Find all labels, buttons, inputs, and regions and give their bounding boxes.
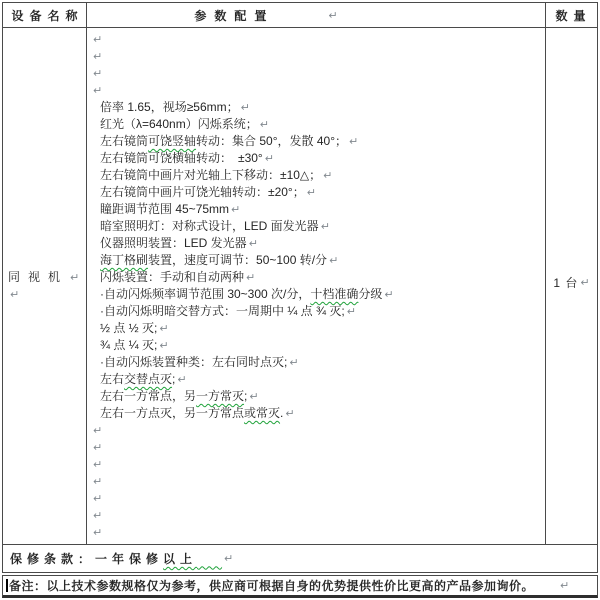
paragraph-mark-icon: ↵: [328, 9, 338, 22]
paragraph-mark-icon: ↵: [249, 391, 259, 403]
empty-line: [87, 473, 545, 490]
paragraph-mark-icon: ↵: [93, 68, 103, 80]
param-line: [87, 371, 545, 388]
equipment-name-line: [8, 269, 86, 286]
param-line: [87, 252, 545, 269]
empty-line: [87, 490, 545, 507]
param-line: [87, 184, 545, 201]
param-line: [87, 337, 545, 354]
spellcheck-text-segment: 或常灭: [244, 406, 281, 420]
spellcheck-text-segment: 十档准确: [310, 287, 359, 301]
text-segment: 左右镜筒可饶横轴转动： ±30°: [100, 151, 263, 165]
paragraph-mark-icon: ↵: [289, 357, 299, 369]
empty-line: [87, 507, 545, 524]
text-segment: 闪烁装置：手动和自动两种: [100, 270, 245, 284]
paragraph-mark-icon: ↵: [70, 272, 80, 284]
text-segment: 左右镜筒中画片对光轴上下移动：±10△；: [100, 168, 322, 182]
paragraph-mark-icon: ↵: [93, 493, 103, 505]
equipment-name-cell: [3, 28, 86, 544]
paragraph-mark-icon: ↵: [231, 204, 241, 216]
paragraph-mark-icon: ↵: [285, 408, 295, 420]
text-segment: 左右镜筒: [100, 134, 149, 148]
header-equipment-label: 设备名称: [11, 8, 84, 23]
param-line: [87, 269, 545, 286]
header-cell-equipment: [3, 3, 86, 27]
text-segment: ·自动闪烁装置种类：左右同时点灭;: [100, 355, 288, 369]
spellcheck-text-segment: 可饶竖轴: [148, 134, 197, 148]
text-segment: 装置，速度可调节：50~100 转/分: [148, 253, 328, 267]
paragraph-mark-icon: ↵: [320, 221, 330, 233]
param-line: [87, 218, 545, 235]
empty-line: [87, 456, 545, 473]
text-segment: 仪器照明装置：LED 发光器: [100, 236, 247, 250]
paragraph-mark-icon: ↵: [93, 442, 103, 454]
spellcheck-text-segment: 以上: [163, 552, 198, 566]
text-segment: 左右镜筒中画片可饶光轴转动：±20°；: [100, 185, 305, 199]
text-segment: 左右一方点灭，另一方常点: [100, 406, 245, 420]
param-line: [87, 388, 545, 405]
paragraph-mark-icon: ↵: [248, 238, 258, 250]
text-segment: ·自动闪烁明暗交替方式：一周期中 ¼ 点 ¾ 灭;: [100, 304, 345, 318]
param-line: [87, 150, 545, 167]
paragraph-mark-icon: ↵: [306, 187, 316, 199]
param-line: [87, 405, 545, 422]
text-segment: ¾ 点 ¼ 灭;: [100, 338, 158, 352]
text-segment: .: [280, 406, 284, 420]
paragraph-mark-icon: ↵: [159, 323, 169, 335]
param-line: [87, 303, 545, 320]
paragraph-mark-icon: ↵: [10, 289, 20, 301]
header-row: [3, 3, 597, 27]
spellcheck-text-segment: 海丁格刷: [100, 253, 149, 267]
param-line: [87, 99, 545, 116]
paragraph-mark-icon: ↵: [259, 119, 269, 131]
paragraph-mark-icon: ↵: [93, 527, 103, 539]
empty-line: [87, 422, 545, 439]
empty-line: [87, 524, 545, 541]
text-segment: 红光（λ=640nm）闪烁系统；: [100, 117, 258, 131]
param-line: [87, 167, 545, 184]
param-line: [87, 133, 545, 150]
text-segment: 暗室照明灯：对称式设计，LED 面发光器: [100, 219, 319, 233]
paragraph-mark-icon: ↵: [384, 289, 394, 301]
paragraph-mark-icon: ↵: [93, 51, 103, 63]
header-qty-label: 数量: [555, 8, 592, 23]
text-segment: 倍率 1.65，视场≥56mm；: [100, 100, 239, 114]
paragraph-mark-icon: ↵: [246, 272, 256, 284]
empty-line: [87, 31, 545, 48]
paragraph-mark-icon: ↵: [323, 170, 333, 182]
quantity-cell: [545, 28, 597, 544]
paragraph-mark-icon: ↵: [264, 153, 274, 165]
text-segment: 转动：集合 50°，发散 40°；: [196, 134, 347, 148]
text-segment: ·自动闪烁频率调节范围 30~300 次/分，: [100, 287, 311, 301]
param-line: [87, 201, 545, 218]
header-cell-qty: [545, 3, 597, 27]
note-text: 备注：以上技术参数规格仅为参考，供应商可根据自身的优势提供性价比更高的产品参加询价。: [9, 579, 535, 593]
text-segment: 瞳距调节范围 45~75mm: [100, 202, 230, 216]
body-row: [3, 27, 597, 544]
paragraph-mark-icon: ↵: [580, 276, 590, 289]
equipment-name: 同视机: [8, 270, 69, 284]
spellcheck-text-segment: 交替点灭: [124, 372, 173, 386]
paragraph-mark-icon: ↵: [159, 340, 169, 352]
spellcheck-text-segment: [197, 552, 222, 566]
text-segment: 分级: [358, 287, 383, 301]
param-line: [87, 286, 545, 303]
paragraph-mark-icon: ↵: [93, 510, 103, 522]
paragraph-mark-icon: ↵: [349, 136, 359, 148]
empty-line: [87, 65, 545, 82]
paragraph-mark-icon: ↵: [93, 425, 103, 437]
text-segment: ;: [244, 389, 248, 403]
paragraph-mark-icon: ↵: [346, 306, 356, 318]
spec-table: [2, 2, 598, 573]
empty-line: [87, 48, 545, 65]
note-row: [2, 575, 598, 598]
paragraph-mark-icon: ↵: [240, 102, 250, 114]
paragraph-mark-icon: ↵: [224, 553, 234, 565]
paragraph-mark-icon: ↵: [93, 459, 103, 471]
text-segment: ½ 点 ½ 灭;: [100, 321, 158, 335]
param-line: [87, 116, 545, 133]
text-segment: 左右: [100, 372, 125, 386]
text-segment: ;: [172, 372, 176, 386]
paragraph-mark-icon: ↵: [93, 476, 103, 488]
params-cell: [86, 28, 545, 544]
param-line: [87, 235, 545, 252]
param-line: [87, 320, 545, 337]
paragraph-mark-icon: ↵: [329, 255, 339, 267]
empty-line: [87, 439, 545, 456]
header-params-label: 参数配置: [194, 8, 275, 23]
paragraph-mark-icon: ↵: [177, 374, 187, 386]
paragraph-mark-icon: ↵: [93, 85, 103, 97]
spellcheck-text-segment: 一方常灭: [196, 389, 245, 403]
header-cell-params: [86, 3, 545, 27]
text-cursor[interactable]: [6, 579, 8, 592]
text-segment: 保修条款：一年保修: [10, 552, 164, 566]
empty-line: [87, 82, 545, 99]
paragraph-mark-icon: ↵: [560, 580, 570, 592]
paragraph-mark-icon: ↵: [93, 34, 103, 46]
warranty-row: [3, 544, 597, 572]
param-line: [87, 354, 545, 371]
quantity-value: 1 台: [553, 275, 579, 290]
empty-line: [8, 286, 86, 303]
text-segment: 左右一方常点，另: [100, 389, 197, 403]
